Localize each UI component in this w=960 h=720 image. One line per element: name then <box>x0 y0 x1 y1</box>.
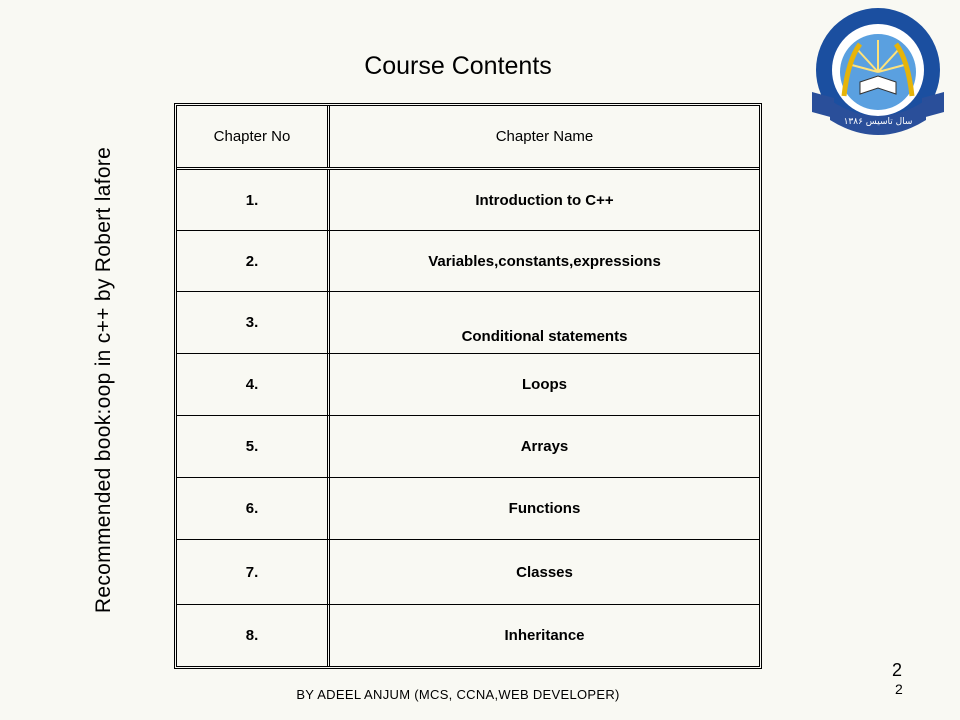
header-chapter-name: Chapter Name <box>495 128 594 145</box>
chapter-no-cell: 2. <box>177 231 330 291</box>
chapter-name-cell: Variables,constants,expressions <box>428 252 661 270</box>
institute-logo <box>804 0 952 148</box>
table-header-row <box>177 106 759 170</box>
page-number-small: 2 <box>895 681 903 697</box>
chapter-no-cell: 8. <box>177 605 330 666</box>
footer-author: BY ADEEL ANJUM (MCS, CCNA,WEB DEVELOPER) <box>296 687 620 702</box>
chapter-name-cell: Introduction to C++ <box>475 191 614 209</box>
table-row <box>177 416 759 478</box>
table-row <box>177 605 759 666</box>
chapter-name-cell: Functions <box>508 500 581 517</box>
chapter-name-cell: Arrays <box>520 438 569 455</box>
chapter-no-cell: 3. <box>177 292 330 353</box>
logo-banner-text: سال تاسیس ۱۳۸۶ <box>843 117 913 127</box>
course-contents-table <box>174 103 762 669</box>
chapter-no-cell: 5. <box>177 416 330 477</box>
table-row <box>177 170 759 231</box>
slide-title: Course Contents <box>364 52 552 80</box>
chapter-name-cell: Inheritance <box>504 627 585 644</box>
page-number: 2 <box>892 660 903 680</box>
table-row <box>177 540 759 605</box>
chapter-no-cell: 1. <box>177 170 330 230</box>
chapter-no-cell: 7. <box>177 540 330 604</box>
table-row <box>177 354 759 416</box>
table-row <box>177 231 759 292</box>
table-row <box>177 478 759 540</box>
recommended-book-text: Recommended book:oop in c++ by Robert lafore <box>92 146 115 614</box>
chapter-name-cell: Classes <box>516 563 573 581</box>
header-chapter-no: Chapter No <box>177 106 330 167</box>
table-row <box>177 292 759 354</box>
chapter-name-cell: Loops <box>522 376 567 393</box>
chapter-no-cell: 4. <box>177 354 330 415</box>
chapter-name-cell: Conditional statements <box>461 328 628 345</box>
chapter-no-cell: 6. <box>177 478 330 539</box>
